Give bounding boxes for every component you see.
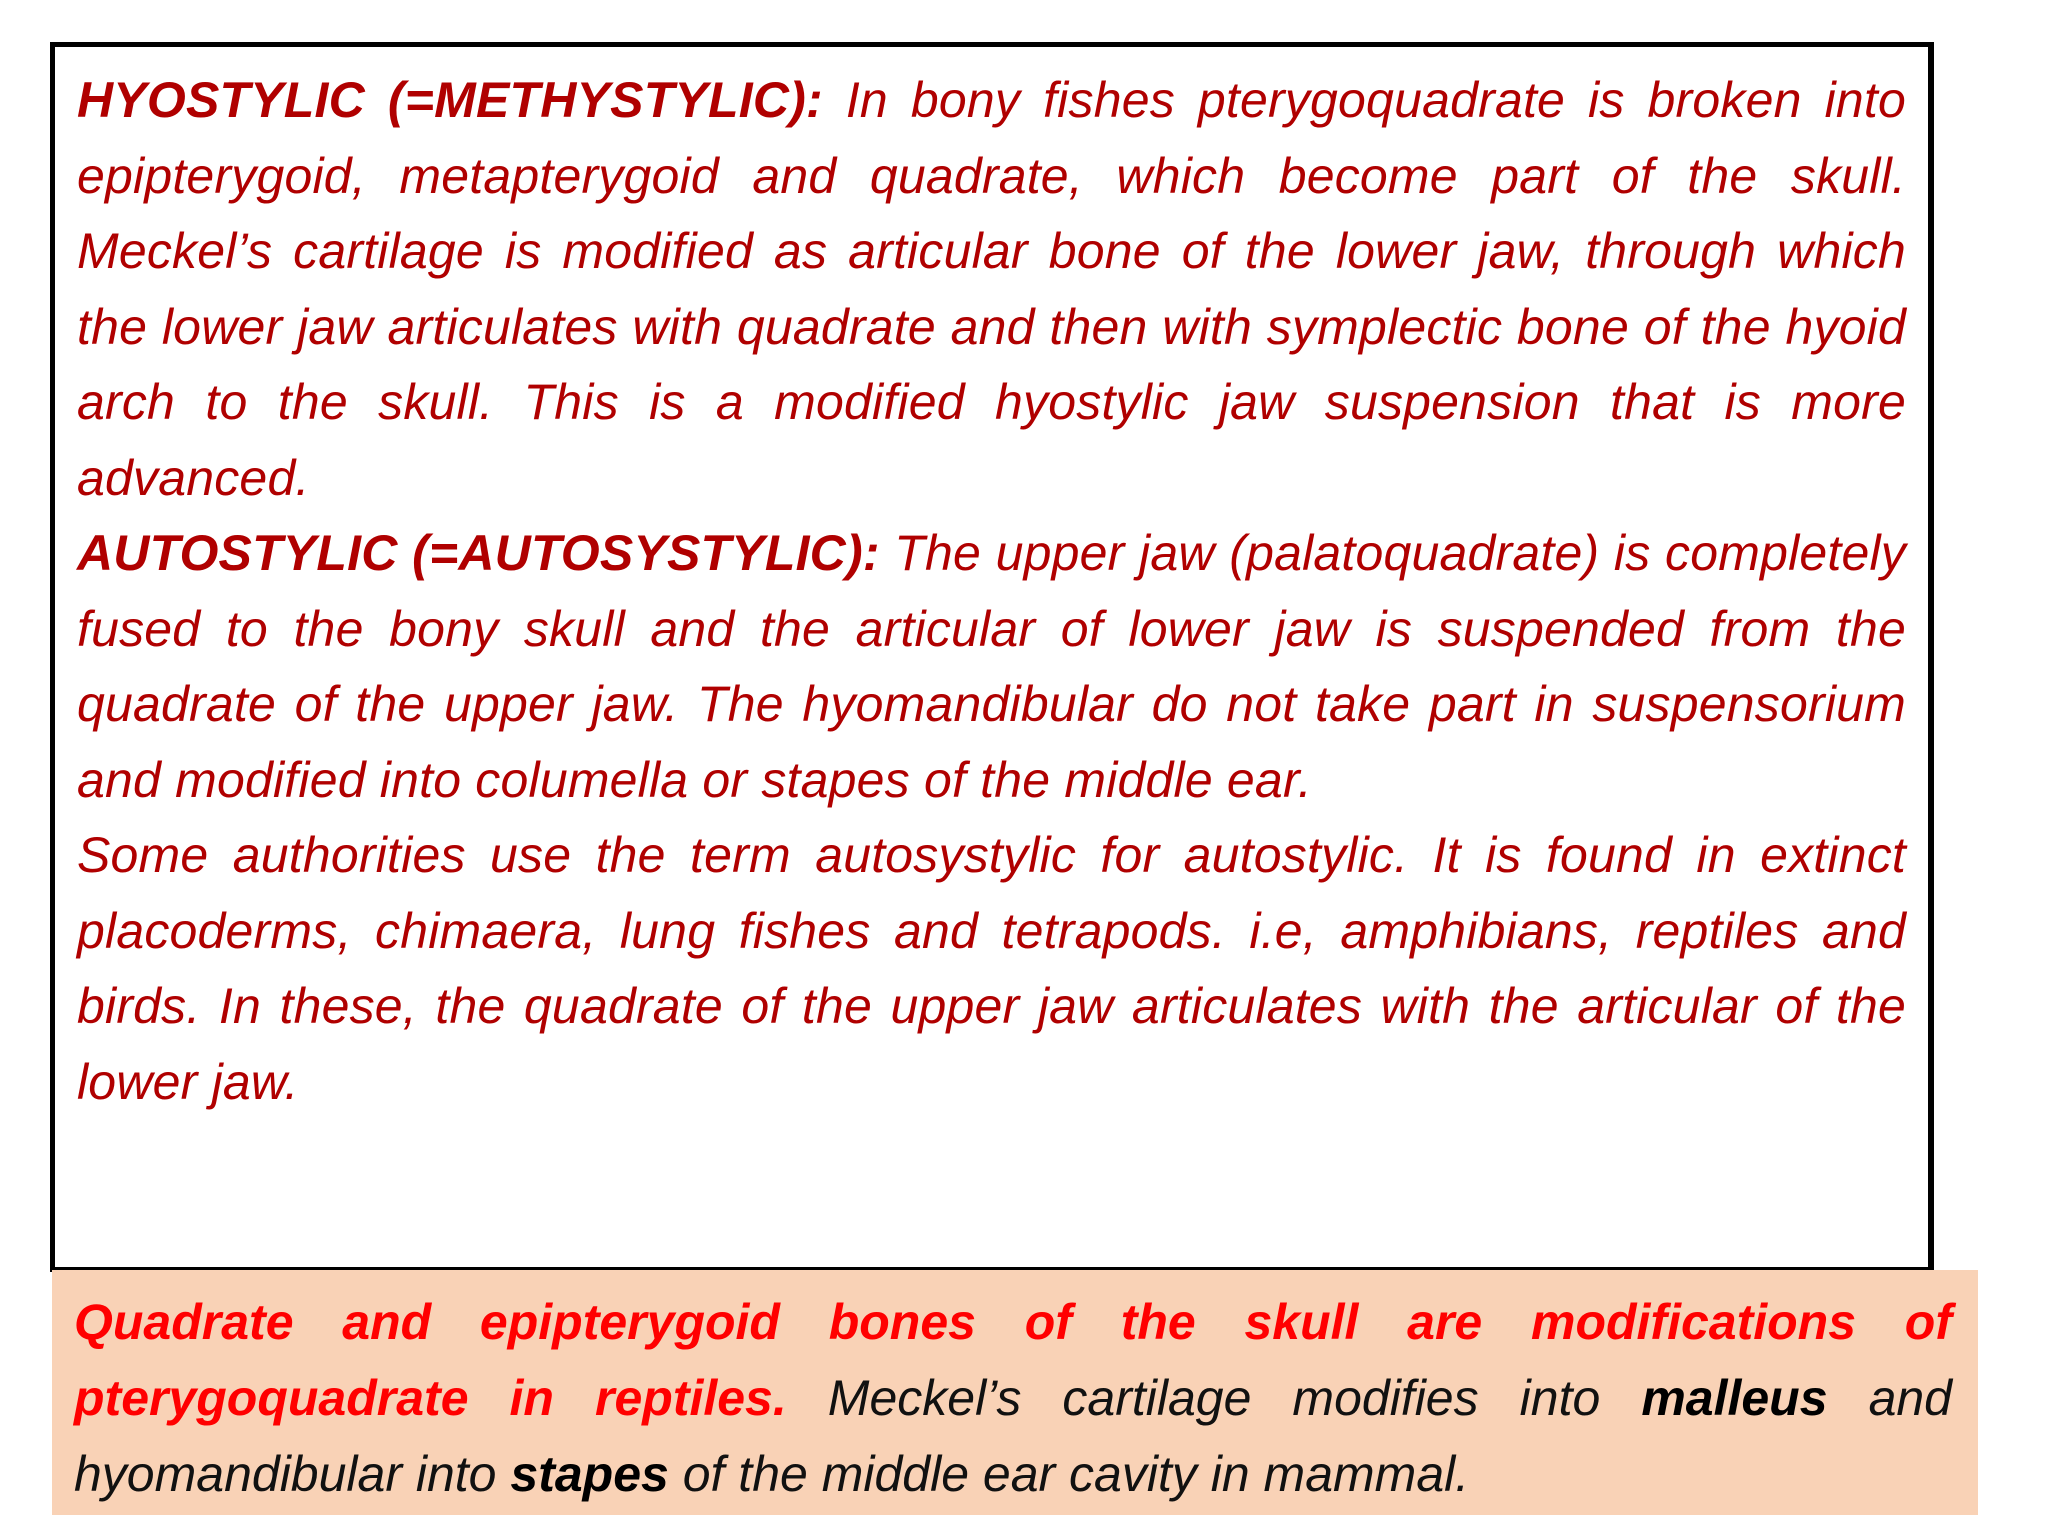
hyostylic-text: In bony fishes pterygoquadrate is broken into epipterygoid, metapterygoid and quadrate, which become part of the skull. Meckel’s cartilage is modified as articular bone of the lower jaw, through which the lower jaw articulates with quadrate and then with symplectic bone of the hyoid arch to the skull. This is a modified hyostylic jaw suspension that is more advanced. (77, 72, 1906, 506)
content-box (50, 42, 1934, 1272)
autostylic-paragraph (77, 516, 1906, 818)
hyostylic-paragraph (77, 63, 1906, 516)
autostylic-term: AUTOSTYLIC (=AUTOSYSTYLIC): (77, 525, 880, 581)
summary-highlight: Quadrate and epipterygoid bones of the skull are modifications of pterygoquadrate in reptiles. (74, 1294, 1952, 1426)
stapes-term: stapes (510, 1446, 669, 1502)
hyostylic-term: HYOSTYLIC (=METHYSTYLIC): (77, 72, 823, 128)
summary-text-3: of the middle ear cavity in mammal. (668, 1446, 1470, 1502)
summary-text-1: Meckel’s cartilage modifies into (786, 1370, 1642, 1426)
summary-text-2: and hyomandibular into (74, 1370, 1952, 1502)
summary-paragraph (74, 1284, 1952, 1512)
autosystylic-note: Some authorities use the term autosystylic for autostylic. It is found in extinct placoderms, chimaera, lung fishes and tetrapods. i.e, amphibians, reptiles and birds. In these, the quadrate of the upper jaw articulates with the articular of the lower jaw. (77, 827, 1906, 1110)
summary-box (52, 1270, 1978, 1515)
autostylic-text: The upper jaw (palatoquadrate) is completely fused to the bony skull and the articular of lower jaw is suspended from the quadrate of the upper jaw. The hyomandibular do not take part in suspensorium and modified into columella or stapes of the middle ear. (77, 525, 1906, 808)
malleus-term: malleus (1641, 1370, 1828, 1426)
